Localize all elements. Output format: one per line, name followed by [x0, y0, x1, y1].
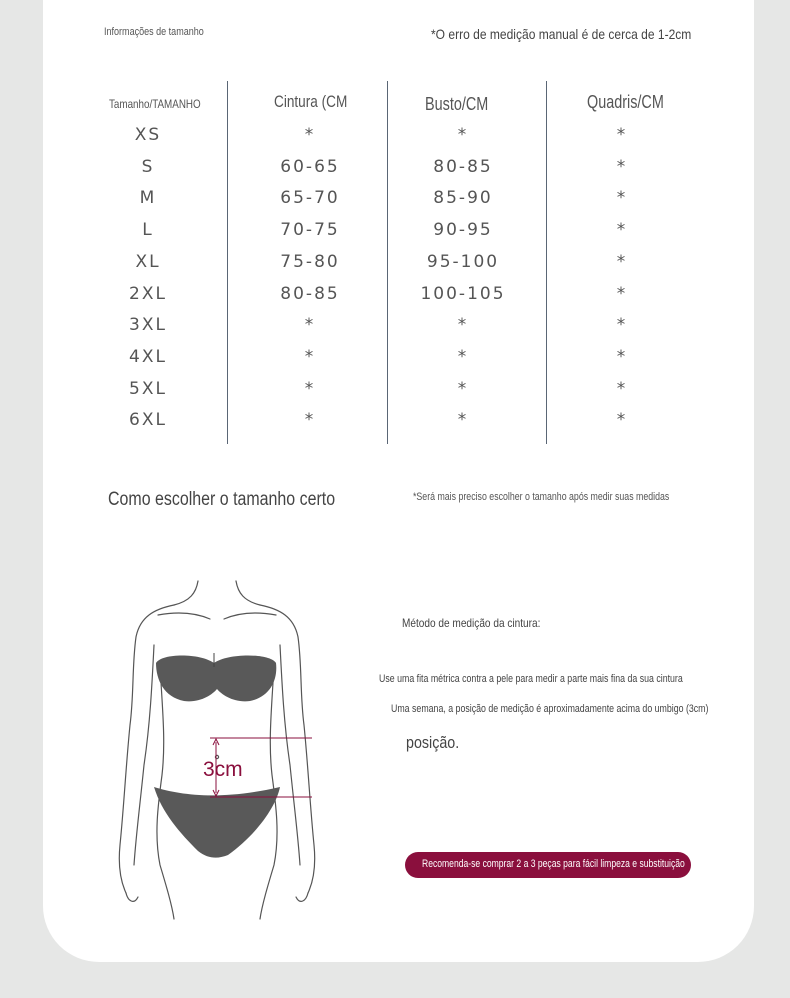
- hips-cell: *: [616, 188, 628, 209]
- waist-cell: 70-75: [280, 220, 340, 241]
- waist-cell: *: [304, 378, 316, 399]
- size-cell: XS: [134, 125, 162, 145]
- bust-cell: *: [457, 346, 469, 367]
- recommendation-banner: [405, 852, 691, 878]
- size-info-title: Informações de tamanho: [104, 26, 204, 38]
- method-line-2: Uma semana, a posição de medição é aproximadamente acima do umbigo (3cm): [391, 703, 709, 715]
- size-cell: 4XL: [129, 346, 167, 367]
- bust-cell: 85-90: [433, 188, 493, 209]
- hips-cell: *: [616, 220, 628, 241]
- bust-cell: 100-105: [420, 283, 506, 304]
- table-divider: [546, 81, 547, 444]
- col-header-size: Tamanho/TAMANHO: [109, 97, 201, 111]
- body-measurement-figure: [110, 575, 330, 925]
- size-cell: 6XL: [129, 410, 167, 431]
- measurement-error-note: *O erro de medição manual é de cerca de 1-2cm: [431, 26, 692, 42]
- size-cell: M: [139, 188, 157, 209]
- hips-cell: *: [616, 283, 628, 304]
- waist-cell: *: [304, 125, 316, 145]
- size-cell: L: [142, 220, 154, 241]
- size-cell: XL: [135, 251, 161, 272]
- waist-cell: 80-85: [280, 283, 340, 304]
- bust-cell: 90-95: [433, 220, 493, 241]
- hips-cell: *: [616, 251, 628, 272]
- waist-cell: 60-65: [280, 156, 340, 177]
- waist-cell: *: [304, 315, 316, 336]
- size-cell: 3XL: [129, 315, 167, 336]
- guide-title: Como escolher o tamanho certo: [108, 489, 336, 510]
- guide-note: *Será mais preciso escolher o tamanho após medir suas medidas: [413, 491, 670, 503]
- table-divider: [227, 81, 228, 444]
- hips-cell: *: [616, 378, 628, 399]
- hips-cell: *: [616, 315, 628, 336]
- waist-cell: 75-80: [280, 251, 340, 272]
- col-header-hips: Quadris/CM: [587, 92, 664, 112]
- hips-cell: *: [616, 156, 628, 177]
- hips-cell: *: [616, 346, 628, 367]
- size-cell: 5XL: [129, 378, 167, 399]
- bust-cell: *: [457, 410, 469, 431]
- col-header-waist: Cintura (CM: [274, 92, 348, 111]
- bust-cell: *: [457, 378, 469, 399]
- hips-cell: *: [616, 125, 628, 145]
- method-line-3: posição.: [406, 733, 460, 752]
- waist-cell: *: [304, 346, 316, 367]
- bust-cell: *: [457, 125, 469, 145]
- table-divider: [387, 81, 388, 444]
- size-cell: 2XL: [129, 283, 167, 304]
- method-line-1: Use uma fita métrica contra a pele para medir a parte mais fina da sua cintura: [379, 673, 683, 685]
- bust-cell: 80-85: [433, 156, 493, 177]
- col-header-bust: Busto/CM: [425, 94, 489, 114]
- bust-cell: 95-100: [426, 251, 500, 272]
- hips-cell: *: [616, 410, 628, 431]
- size-cell: S: [141, 156, 155, 177]
- method-title: Método de medição da cintura:: [402, 616, 541, 630]
- bust-cell: *: [457, 315, 469, 336]
- waist-cell: 65-70: [280, 188, 340, 209]
- measure-label: 3cm: [203, 758, 243, 781]
- waist-cell: *: [304, 410, 316, 431]
- recommendation-text: Recomenda-se comprar 2 a 3 peças para fácil limpeza e substituição: [422, 858, 685, 870]
